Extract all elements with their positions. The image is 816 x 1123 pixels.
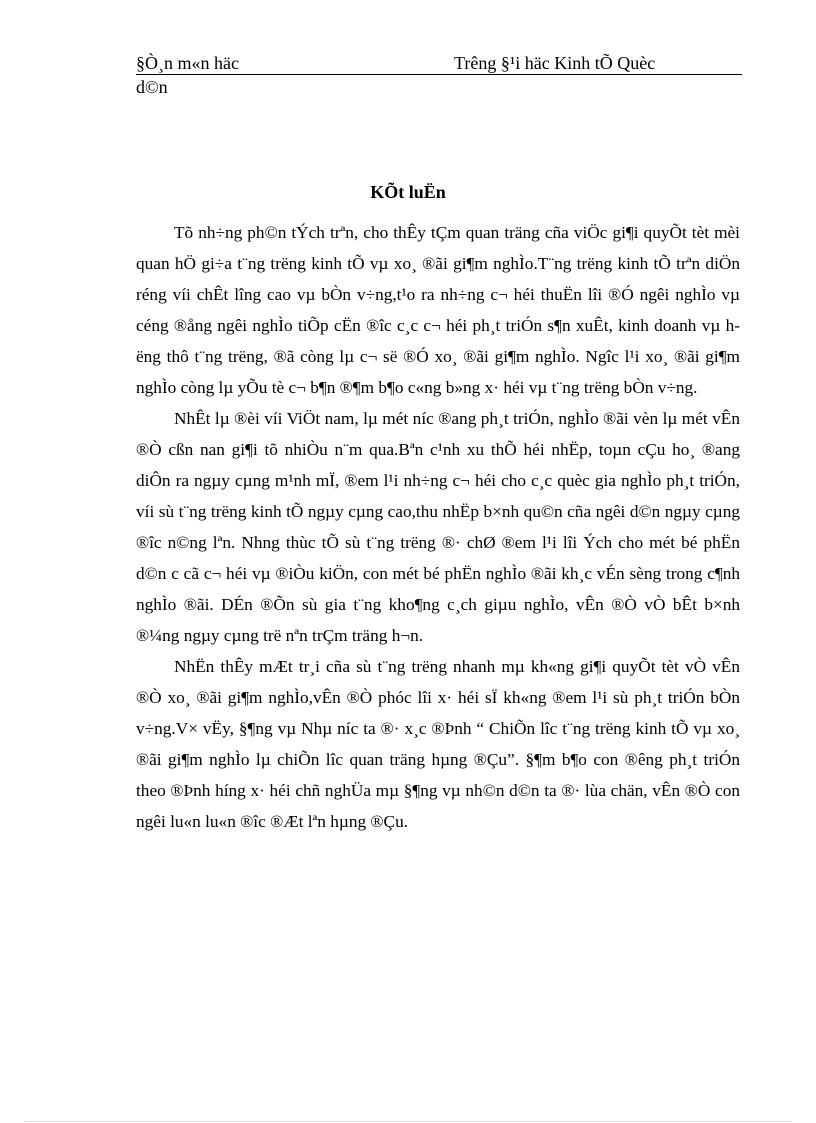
paragraph-2: NhÊt lµ ®èi víi ViÖt nam, lµ mét níc ®ang ph¸t triÓn, nghÌo ®ãi vèn lµ mét vÊn ®Ò cßn nan gi¶i tõ nhiÒu n¨m qua.Bªn c¹nh xu thÕ héi nhËp, toµn cÇu ho¸ ®ang diÔn ra ngµy cµng m¹nh mÏ, ®em l¹i nh÷ng c¬ héi cho c¸c quèc gia nghÌo ph¸t triÓn, víi sù t¨ng trëng kinh tÕ ngµy cµng cao,thu nhËp b×nh qu©n cña ngêi d©n ngµy cµng ®îc n©ng lªn. Nhng thùc tÕ sù t¨ng trëng ®· chØ ®em l¹i lîi Ých cho mét bé phËn d©n c cã c¬ héi vµ ®iÒu kiÖn, con mét bé phËn nghÌo ®ãi kh¸c vÉn sèng trong c¶nh nghÌo ®ãi. DÉn ®Õn sù gia t¨ng kho¶ng c¸ch giµu nghÌo, vÊn ®Ò vÒ bÊt b×nh ®¼ng ngµy cµng trë nªn trÇm träng h¬n. — [136, 409, 740, 645]
page-header — [136, 52, 742, 97]
section-title: KÕt luËn — [370, 182, 446, 202]
header-rule — [136, 52, 742, 75]
header-university-name: Trêng §¹i häc Kinh tÕ Quèc — [454, 53, 656, 73]
conclusion-body — [136, 217, 740, 837]
page-boundary — [24, 1121, 792, 1122]
paragraph-1: Tõ nh÷ng ph©n tÝch trªn, cho thÊy tÇm quan träng cña viÖc gi¶i quyÕt tèt mèi quan hÖ gi÷a t¨ng trëng kinh tÕ vµ xo¸ ®ãi gi¶m nghÌo.T¨ng trëng kinh tÕ trªn diÖn réng víi chÊt lîng cao vµ bÒn v÷ng,t¹o ra nh÷ng c¬ héi thuËn lîi ®Ó ngêi nghÌo vµ céng ®ång ngêi nghÌo tiÕp cËn ®îc c¸c c¬ héi ph¸t triÓn s¶n xuÊt, kinh doanh vµ hëng thô t¨ng trëng, ®ã còng lµ c¬ së ®Ó xo¸ ®ãi gi¶m nghÌo. Ngîc l¹i xo¸ ®ãi gi¶m nghÌo còng lµ yÕu tè c¬ b¶n ®¶m b¶o c«ng b»ng x· héi vµ t¨ng trëng bÒn v÷ng. — [136, 223, 740, 397]
header-course-label: §Ò¸n m«n häc — [136, 53, 239, 73]
paragraph-3: NhËn thÊy mÆt tr¸i cña sù t¨ng trëng nhanh mµ kh«ng gi¶i quyÕt tèt vÒ vÊn ®Ò xo¸ ®ãi gi¶m nghÌo,vÊn ®Ò phóc lîi x· héi sÏ kh«ng ®em l¹i sù ph¸t triÓn bÒn v÷ng.V× vËy, §¶ng vµ Nhµ níc ta ®· x¸c ®Þnh “ ChiÕn lîc t¨ng trëng kinh tÕ vµ xo¸ ®ãi gi¶m nghÌo lµ chiÕn lîc quan träng hµng ®Çu”. §¶m b¶o con ®êng ph¸t triÓn theo ®Þnh híng x· héi chñ nghÜa mµ §¶ng vµ nh©n d©n ta ®· lùa chän, vÊn ®Ò con ngêi lu«n lu«n ®îc ®Æt lªn hµng ®Çu. — [136, 657, 740, 831]
header-university-name-continued: d©n — [136, 77, 168, 97]
